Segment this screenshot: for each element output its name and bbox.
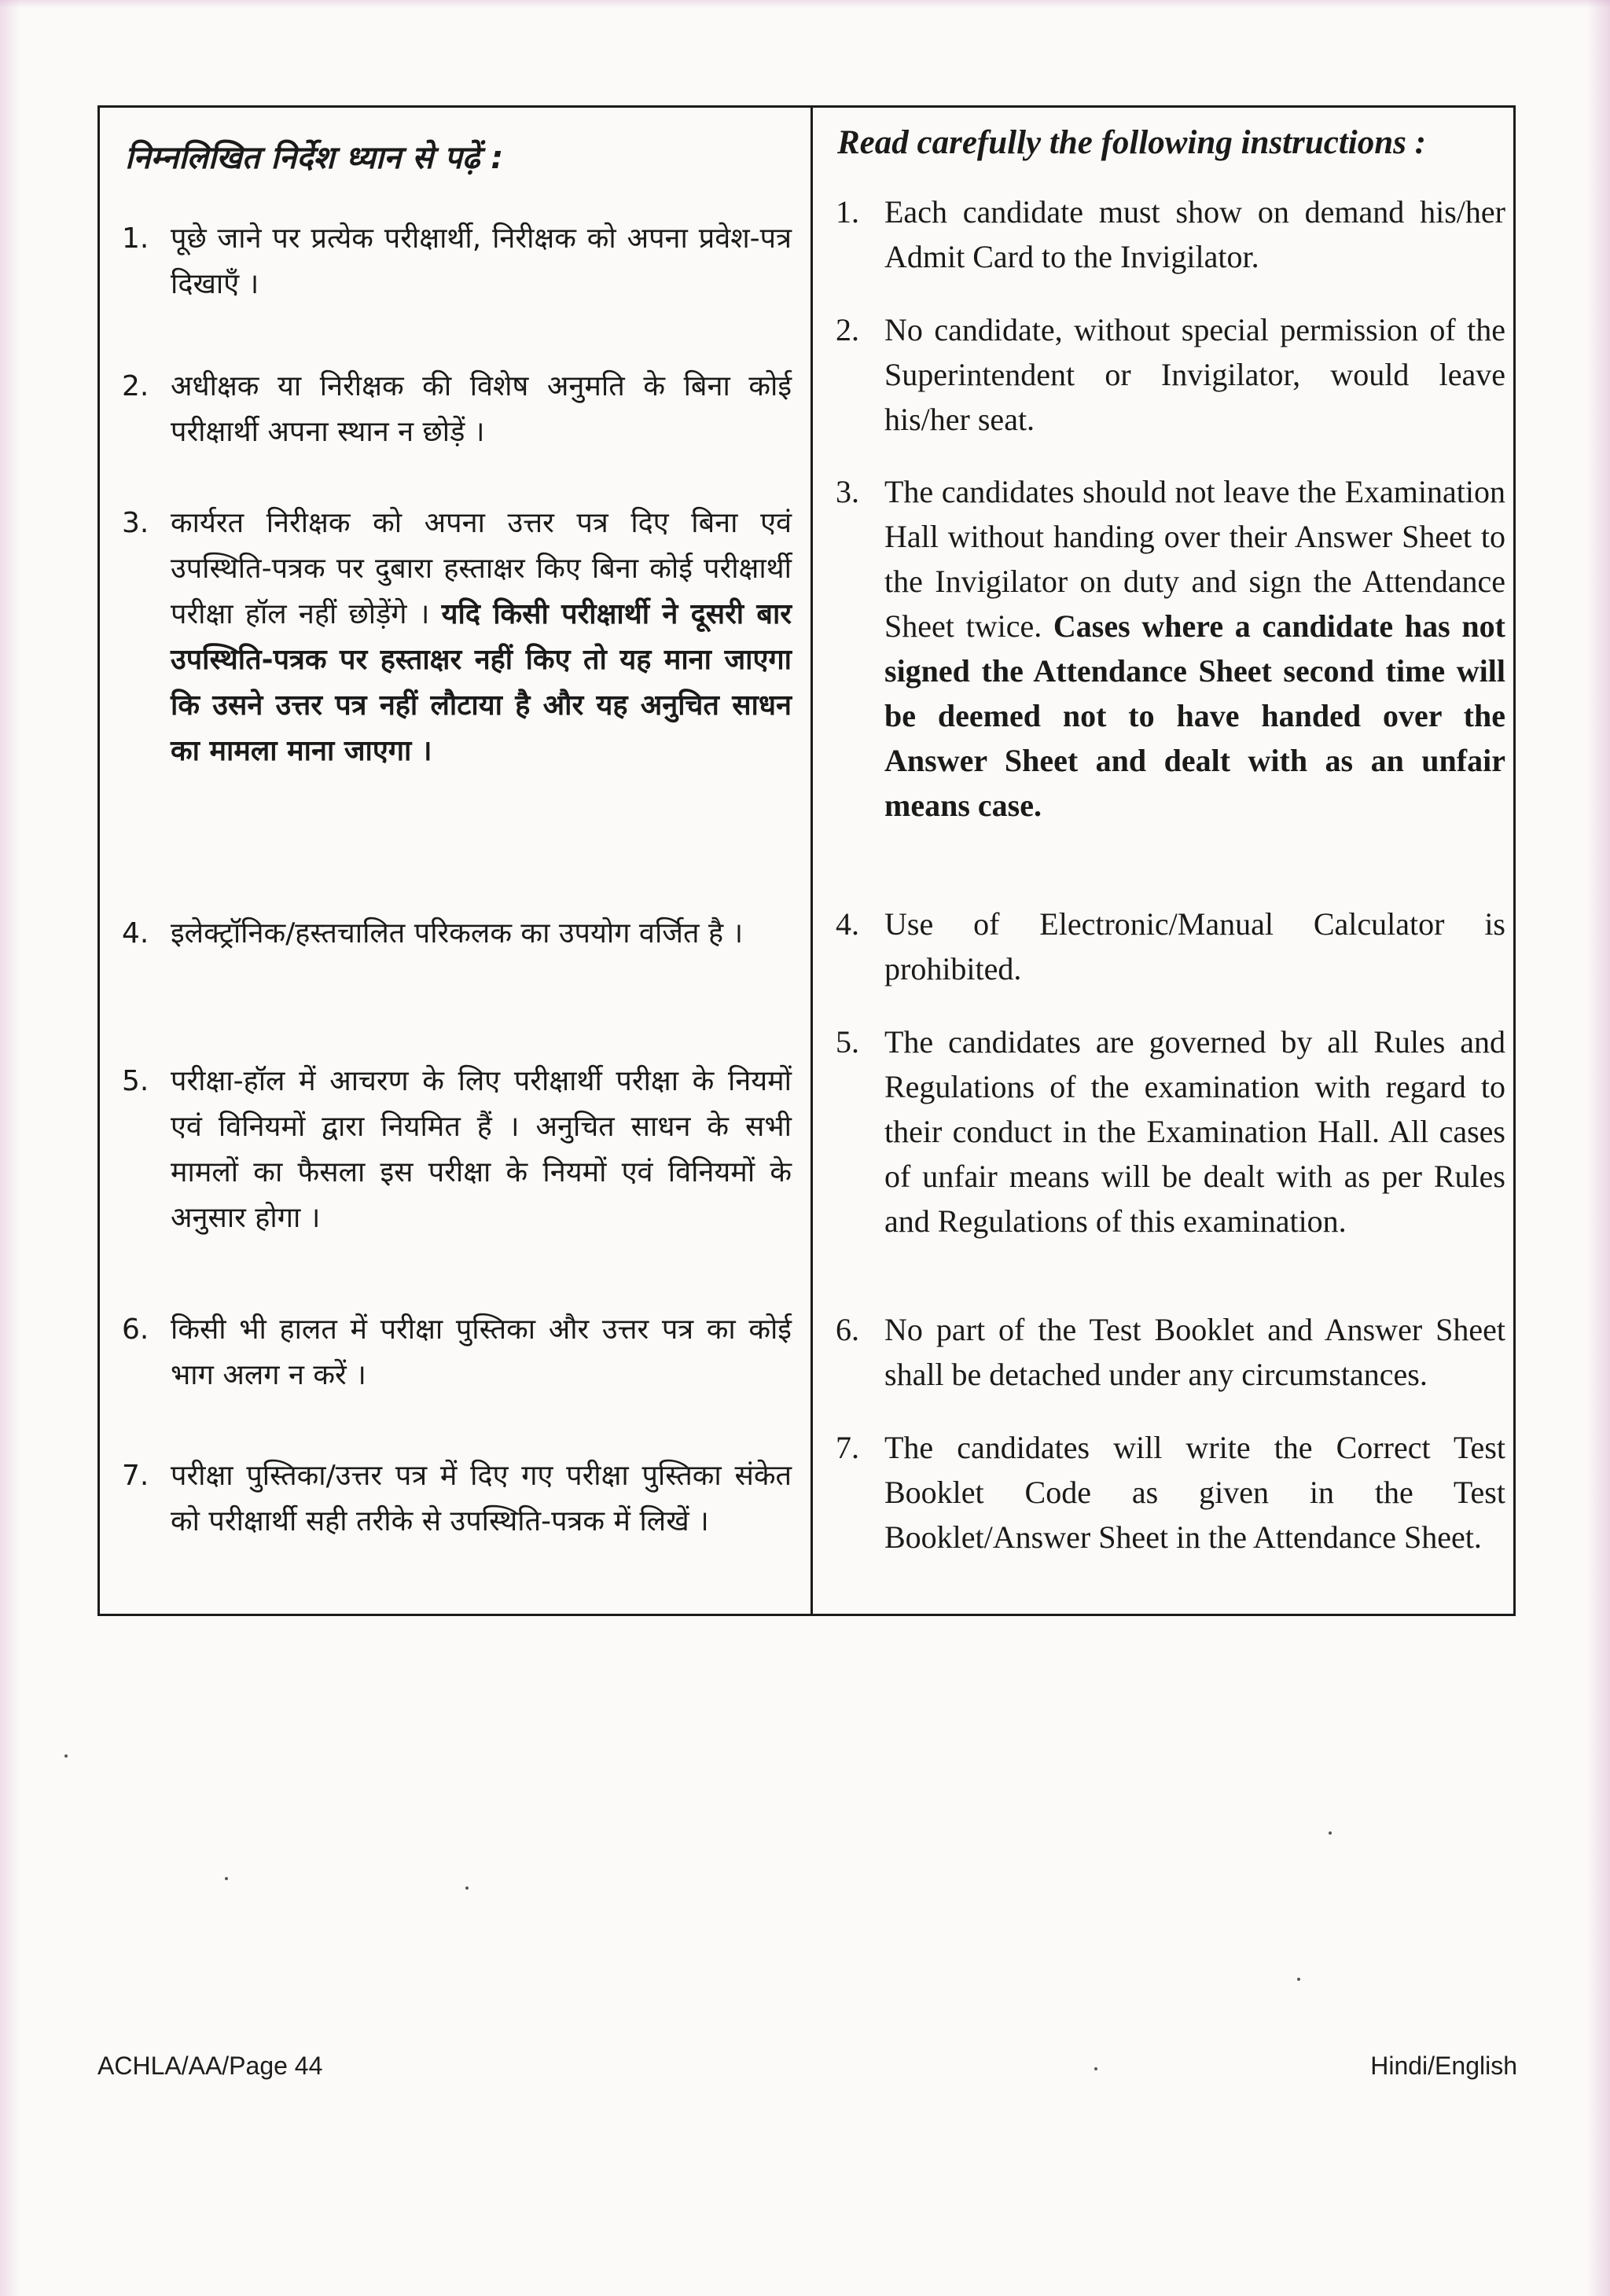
hindi-instruction-1 xyxy=(122,216,792,307)
hindi-instruction-4 xyxy=(122,911,792,957)
hindi-instruction-number: 2. xyxy=(122,370,149,402)
page-top-edge-shadow xyxy=(0,0,1610,8)
instruction-box xyxy=(97,105,1516,1616)
scan-speck xyxy=(1094,2067,1097,2070)
english-instruction-2 xyxy=(836,307,1505,442)
hindi-instruction-number: 6. xyxy=(122,1313,149,1346)
hindi-instruction-text: अधीक्षक या निरीक्षक की विशेष अनुमति के बिना कोई परीक्षार्थी अपना स्थान न छोड़ें । xyxy=(171,370,792,448)
column-divider xyxy=(811,108,813,1614)
hindi-instruction-3-plain: कार्यरत निरीक्षक को अपना उत्तर पत्र दिए बिना एवं उपस्थिति-पत्रक पर दुबारा हस्ताक्षर किए बिना कोई परीक्षार्थी परीक्षा हॉल नहीं छोड़ेंगे । xyxy=(171,507,792,630)
english-instruction-text: The candidates are governed by all Rules and Regulations of the examination with regard to their conduct in the Examination Hall. All cases of unfair means will be dealt with as per Rules and Regulations of this examination. xyxy=(884,1024,1505,1239)
hindi-instruction-number: 3. xyxy=(122,507,149,539)
hindi-instruction-text: पूछे जाने पर प्रत्येक परीक्षार्थी, निरीक्षक को अपना प्रवेश-पत्र दिखाएँ । xyxy=(171,222,792,300)
english-instruction-3-plain: The candidates should not leave the Examination Hall without handing over their Answer Sheet to the Invigilator on duty and sign the Attendance Sheet twice. xyxy=(884,474,1505,644)
english-instruction-text: Each candidate must show on demand his/her Admit Card to the Invigilator. xyxy=(884,194,1505,274)
language-footer: Hindi/English xyxy=(1370,2052,1517,2080)
english-instruction-number: 4. xyxy=(836,906,859,942)
hindi-instruction-2 xyxy=(122,364,792,455)
hindi-instruction-number: 5. xyxy=(122,1065,149,1097)
scan-speck xyxy=(225,1877,228,1880)
hindi-instruction-text: किसी भी हालत में परीक्षा पुस्तिका और उत्तर पत्र का कोई भाग अलग न करें । xyxy=(171,1313,792,1391)
english-instructions-column xyxy=(818,108,1512,1609)
english-instruction-number: 5. xyxy=(836,1024,859,1060)
hindi-instruction-3-bold: यदि किसी परीक्षार्थी ने दूसरी बार उपस्थिति-पत्रक पर हस्ताक्षर नहीं किए तो यह माना जाएगा कि उसने उत्तर पत्र नहीं लौटाया है और यह अनुचित साधन का मामला माना जाएगा । xyxy=(171,598,792,767)
scan-speck xyxy=(465,1886,469,1890)
hindi-instructions-column xyxy=(112,108,798,1609)
page-code-footer: ACHLA/AA/Page 44 xyxy=(97,2052,323,2080)
english-instruction-number: 1. xyxy=(836,194,859,230)
english-instruction-6 xyxy=(836,1307,1505,1397)
hindi-heading: निम्नलिखित निर्देश ध्यान से पढ़ें : xyxy=(125,140,504,176)
hindi-instruction-5 xyxy=(122,1059,792,1241)
english-instruction-4 xyxy=(836,902,1505,991)
english-instruction-number: 2. xyxy=(836,312,859,347)
hindi-instruction-6 xyxy=(122,1307,792,1398)
scan-speck xyxy=(1297,1978,1300,1981)
english-instruction-text: No part of the Test Booklet and Answer Sheet shall be detached under any circumstances. xyxy=(884,1312,1505,1392)
hindi-instruction-text xyxy=(171,501,792,774)
english-instruction-1 xyxy=(836,189,1505,279)
english-instruction-number: 3. xyxy=(836,474,859,509)
hindi-instruction-3 xyxy=(122,501,792,774)
english-instruction-text: The candidates will write the Correct Test Booklet Code as given in the Test Booklet/Answer Sheet in the Attendance Sheet. xyxy=(884,1430,1505,1555)
english-instruction-text: No candidate, without special permission of the Superintendent or Invigilator, would leave his/her seat. xyxy=(884,312,1505,437)
english-instruction-3-bold: Cases where a candidate has not signed the Attendance Sheet second time will be deemed not to have handed over the Answer Sheet and dealt with as an unfair means case. xyxy=(884,608,1505,823)
english-instruction-3 xyxy=(836,469,1505,828)
english-instruction-number: 7. xyxy=(836,1430,859,1465)
page-right-edge-shadow xyxy=(1586,0,1610,2296)
hindi-instruction-text: इलेक्ट्रॉनिक/हस्तचालित परिकलक का उपयोग वर्जित है । xyxy=(171,917,744,950)
hindi-instruction-number: 4. xyxy=(122,917,149,950)
page-left-edge-shadow xyxy=(0,0,20,2296)
english-instruction-text xyxy=(884,469,1505,828)
scan-speck xyxy=(1329,1831,1332,1835)
hindi-instruction-number: 1. xyxy=(122,222,149,255)
english-heading: Read carefully the following instructions : xyxy=(837,124,1426,161)
hindi-instruction-text: परीक्षा-हॉल में आचरण के लिए परीक्षार्थी परीक्षा के नियमों एवं विनियमों द्वारा नियमित हैं । अनुचित साधन के सभी मामलों का फैसला इस परीक्षा के नियमों एवं विनियमों के अनुसार होगा । xyxy=(171,1065,792,1234)
scan-speck xyxy=(64,1754,68,1758)
hindi-instruction-text: परीक्षा पुस्तिका/उत्तर पत्र में दिए गए परीक्षा पुस्तिका संकेत को परीक्षार्थी सही तरीके से उपस्थिति-पत्रक में लिखें । xyxy=(171,1460,792,1537)
english-instruction-number: 6. xyxy=(836,1312,859,1347)
english-instruction-text: Use of Electronic/Manual Calculator is prohibited. xyxy=(884,906,1505,986)
hindi-instruction-number: 7. xyxy=(122,1460,149,1492)
english-instruction-7 xyxy=(836,1425,1505,1559)
english-instruction-5 xyxy=(836,1019,1505,1244)
hindi-instruction-7 xyxy=(122,1453,792,1545)
